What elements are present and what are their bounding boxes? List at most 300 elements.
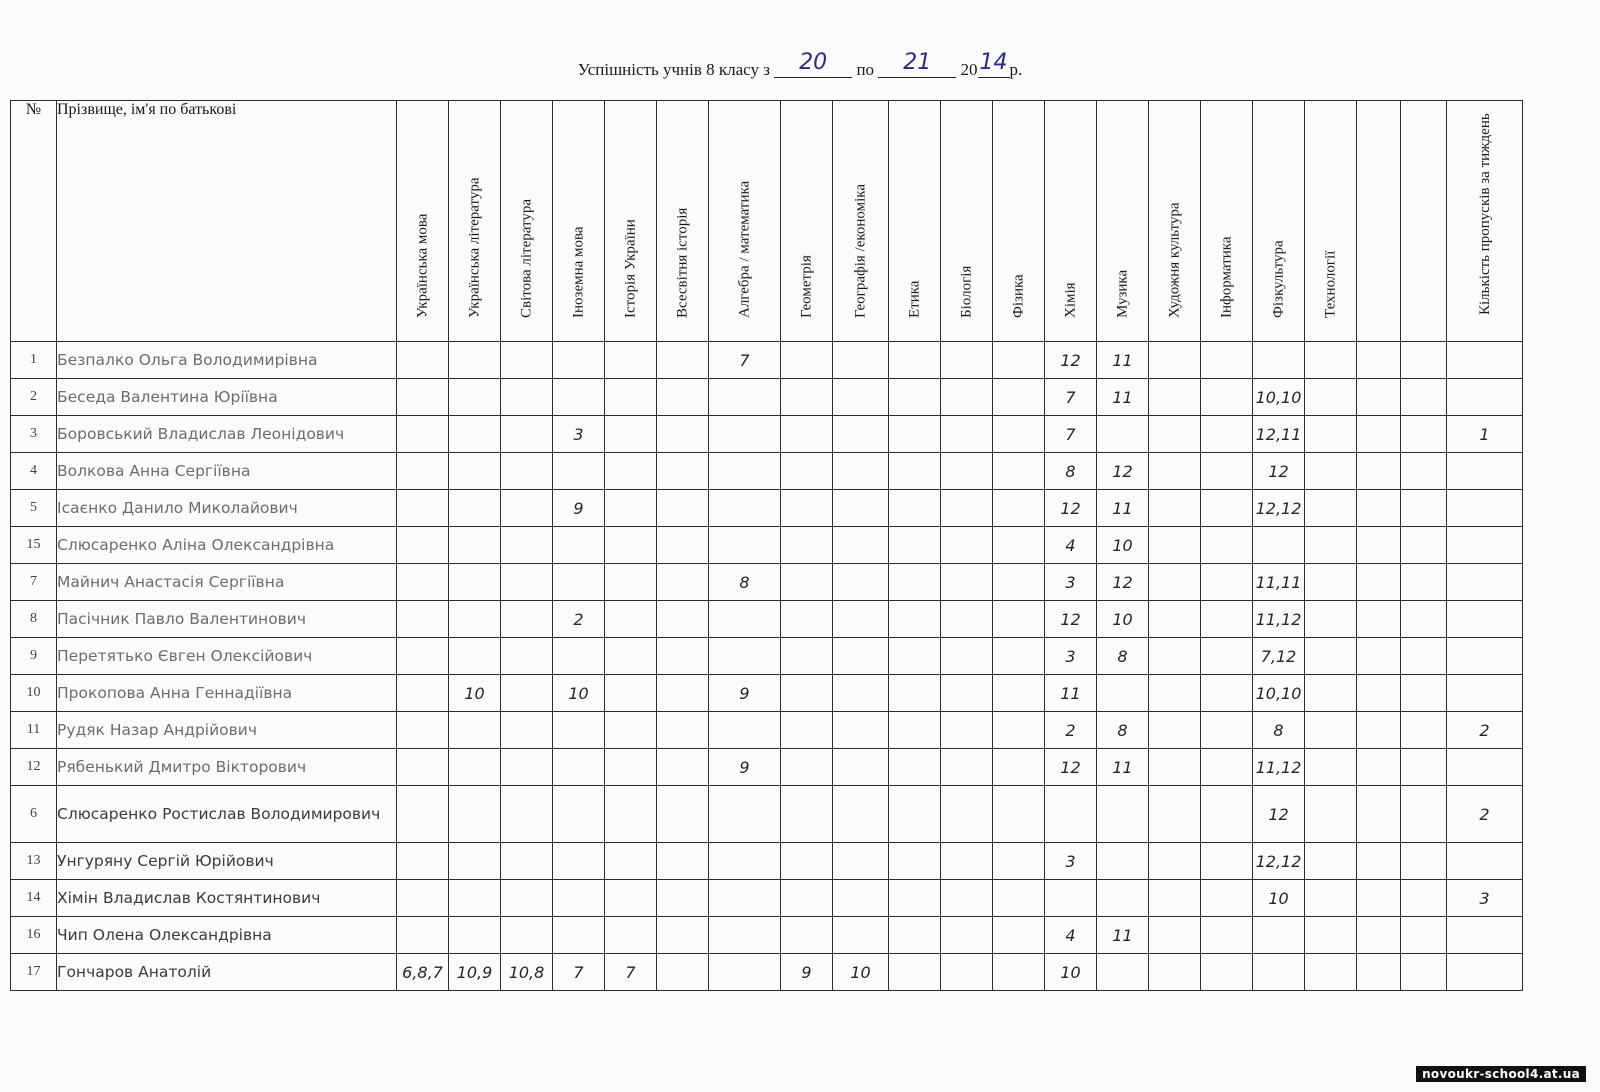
grade-cell — [1447, 379, 1523, 416]
grade-cell — [1401, 712, 1447, 749]
grade-cell — [605, 786, 657, 843]
header-subject-label: Хімія — [1062, 282, 1078, 318]
header-subject-0 — [397, 101, 449, 342]
grade-cell — [889, 843, 941, 880]
grade-cell — [781, 638, 833, 675]
grade-cell: 10 — [1097, 601, 1149, 638]
table-row — [11, 843, 1523, 880]
grade-cell: 10 — [1253, 880, 1305, 917]
grade-cell — [605, 638, 657, 675]
grade-cell — [1305, 601, 1357, 638]
grade-cell — [501, 527, 553, 564]
student-name: Хімін Владислав Костянтинович — [57, 880, 397, 917]
row-number: 13 — [11, 843, 57, 880]
header-subject-8 — [833, 101, 889, 342]
grade-cell — [889, 675, 941, 712]
grade-cell — [993, 954, 1045, 991]
grade-cell — [501, 712, 553, 749]
grade-cell — [605, 453, 657, 490]
table-row — [11, 527, 1523, 564]
grade-cell — [1305, 675, 1357, 712]
grade-cell: 12 — [1045, 490, 1097, 527]
table-row — [11, 638, 1523, 675]
grade-cell: 9 — [709, 749, 781, 786]
grade-cell — [1201, 601, 1253, 638]
grade-cell — [605, 416, 657, 453]
grade-cell — [553, 527, 605, 564]
row-number: 10 — [11, 675, 57, 712]
grade-cell: 12 — [1097, 453, 1149, 490]
row-number: 9 — [11, 638, 57, 675]
grade-cell — [449, 880, 501, 917]
grade-cell — [657, 564, 709, 601]
grade-cell — [657, 843, 709, 880]
grade-cell — [657, 453, 709, 490]
grade-cell — [889, 453, 941, 490]
grade-cell: 10 — [833, 954, 889, 991]
grade-cell — [889, 490, 941, 527]
grade-cell — [709, 416, 781, 453]
grade-cell: 11 — [1097, 749, 1149, 786]
grade-cell — [709, 843, 781, 880]
grade-cell — [657, 749, 709, 786]
grade-cell — [993, 490, 1045, 527]
grade-cell — [993, 843, 1045, 880]
header-subject-label: Інформатика — [1218, 236, 1234, 318]
grade-cell: 2 — [1447, 712, 1523, 749]
grade-cell — [1305, 490, 1357, 527]
header-subject-19 — [1401, 101, 1447, 342]
grade-cell — [1149, 564, 1201, 601]
grade-cell — [605, 601, 657, 638]
header-subject-17 — [1305, 101, 1357, 342]
grade-cell — [781, 453, 833, 490]
grade-cell — [397, 880, 449, 917]
grade-cell: 12,11 — [1253, 416, 1305, 453]
grade-cell: 10 — [553, 675, 605, 712]
grade-cell — [449, 342, 501, 379]
grade-cell — [833, 416, 889, 453]
table-row — [11, 601, 1523, 638]
grade-cell — [781, 749, 833, 786]
grade-cell — [709, 490, 781, 527]
grade-cell — [1201, 786, 1253, 843]
grade-cell — [553, 843, 605, 880]
grade-cell: 8 — [1253, 712, 1305, 749]
grade-cell: 9 — [709, 675, 781, 712]
grade-cell: 12 — [1045, 342, 1097, 379]
grade-cell — [397, 749, 449, 786]
grade-cell — [657, 712, 709, 749]
grade-cell — [397, 342, 449, 379]
grade-cell — [1097, 786, 1149, 843]
grade-cell: 3 — [1045, 564, 1097, 601]
title-suffix: р. — [1009, 60, 1023, 79]
grade-cell: 9 — [781, 954, 833, 991]
grade-cell — [501, 786, 553, 843]
grade-cell — [1305, 564, 1357, 601]
grade-cell — [941, 917, 993, 954]
table-row — [11, 786, 1523, 843]
grade-cell: 8 — [1097, 638, 1149, 675]
grade-cell — [1401, 564, 1447, 601]
table-row — [11, 342, 1523, 379]
grade-cell — [501, 675, 553, 712]
grade-cell — [553, 453, 605, 490]
table-row — [11, 675, 1523, 712]
grade-cell — [1201, 843, 1253, 880]
grade-cell — [501, 342, 553, 379]
grade-cell — [501, 749, 553, 786]
grade-cell — [709, 527, 781, 564]
grade-cell — [1201, 712, 1253, 749]
grade-cell — [833, 749, 889, 786]
grade-cell — [553, 786, 605, 843]
grade-cell: 8 — [709, 564, 781, 601]
grade-cell — [1149, 749, 1201, 786]
grade-cell: 3 — [553, 416, 605, 453]
grade-cell — [781, 786, 833, 843]
grade-cell — [781, 342, 833, 379]
grade-cell — [1401, 601, 1447, 638]
grade-cell — [833, 843, 889, 880]
grade-cell: 7 — [1045, 379, 1097, 416]
grade-cell — [993, 749, 1045, 786]
grade-cell — [1305, 749, 1357, 786]
grade-cell — [449, 786, 501, 843]
grade-cell — [1305, 638, 1357, 675]
grade-cell: 11,11 — [1253, 564, 1305, 601]
date-to-value: 21 — [903, 50, 932, 75]
grade-cell — [397, 786, 449, 843]
grade-cell — [889, 786, 941, 843]
grade-cell: 12,12 — [1253, 843, 1305, 880]
grade-cell: 7 — [709, 342, 781, 379]
grade-cell: 3 — [1045, 843, 1097, 880]
grade-cell — [941, 786, 993, 843]
grade-cell — [833, 786, 889, 843]
grade-cell — [781, 601, 833, 638]
grade-cell — [657, 416, 709, 453]
row-number: 11 — [11, 712, 57, 749]
grade-cell — [553, 379, 605, 416]
grade-cell — [1149, 490, 1201, 527]
grade-cell — [657, 917, 709, 954]
grade-cell — [941, 638, 993, 675]
student-name: Майнич Анастасія Сергіївна — [57, 564, 397, 601]
grade-cell — [449, 712, 501, 749]
row-number: 16 — [11, 917, 57, 954]
grade-cell: 7 — [1045, 416, 1097, 453]
grade-cell — [833, 527, 889, 564]
grade-cell — [501, 564, 553, 601]
table-row — [11, 917, 1523, 954]
row-number: 5 — [11, 490, 57, 527]
header-subject-label: Алгебра / математика — [736, 180, 752, 318]
grade-cell — [1149, 638, 1201, 675]
grade-cell: 11 — [1097, 490, 1149, 527]
grade-cell — [397, 638, 449, 675]
grade-cell — [833, 564, 889, 601]
year-value: 14 — [979, 50, 1008, 75]
grade-cell — [1357, 453, 1401, 490]
row-number: 3 — [11, 416, 57, 453]
grade-cell — [781, 490, 833, 527]
grade-cell — [993, 564, 1045, 601]
grade-cell: 12 — [1097, 564, 1149, 601]
student-name: Слюсаренко Аліна Олександрівна — [57, 527, 397, 564]
grade-cell: 4 — [1045, 917, 1097, 954]
grade-cell — [1149, 416, 1201, 453]
grade-cell — [449, 490, 501, 527]
grade-cell — [709, 712, 781, 749]
header-subject-label: Музика — [1114, 269, 1130, 318]
grade-cell: 11 — [1097, 342, 1149, 379]
grade-cell — [1305, 954, 1357, 991]
header-row — [11, 101, 1523, 342]
grade-cell — [1201, 564, 1253, 601]
grade-cell — [993, 786, 1045, 843]
grade-cell — [1357, 712, 1401, 749]
header-subject-4 — [605, 101, 657, 342]
table-row — [11, 416, 1523, 453]
grade-cell: 7 — [553, 954, 605, 991]
grade-cell — [1357, 880, 1401, 917]
table-row — [11, 954, 1523, 991]
grade-cell — [993, 342, 1045, 379]
grade-cell — [1401, 749, 1447, 786]
grade-cell — [553, 712, 605, 749]
grade-cell — [657, 490, 709, 527]
grade-cell — [941, 490, 993, 527]
grade-cell — [501, 638, 553, 675]
student-name: Волкова Анна Сергіївна — [57, 453, 397, 490]
grade-cell — [993, 880, 1045, 917]
grade-cell — [1357, 416, 1401, 453]
grade-cell — [553, 342, 605, 379]
grade-cell — [1097, 954, 1149, 991]
table-row — [11, 453, 1523, 490]
grade-cell — [1401, 527, 1447, 564]
table-row — [11, 749, 1523, 786]
grade-cell — [1447, 843, 1523, 880]
grade-cell — [1447, 917, 1523, 954]
header-number: № — [11, 101, 57, 342]
grade-cell — [1149, 954, 1201, 991]
grade-cell — [1357, 564, 1401, 601]
grade-cell — [889, 601, 941, 638]
header-subject-7 — [781, 101, 833, 342]
grade-cell — [1447, 954, 1523, 991]
grade-cell — [889, 342, 941, 379]
header-subject-13 — [1097, 101, 1149, 342]
grade-cell — [1253, 954, 1305, 991]
grade-cell — [1149, 880, 1201, 917]
grade-cell — [941, 675, 993, 712]
grade-cell — [1149, 453, 1201, 490]
grade-cell — [397, 564, 449, 601]
grade-cell — [993, 453, 1045, 490]
grade-cell — [1201, 638, 1253, 675]
grade-cell — [781, 843, 833, 880]
grade-cell — [657, 638, 709, 675]
grade-cell — [889, 379, 941, 416]
header-subject-9 — [889, 101, 941, 342]
grade-cell: 12 — [1253, 786, 1305, 843]
grade-cell: 3 — [1447, 880, 1523, 917]
grade-cell — [1253, 342, 1305, 379]
grade-cell — [605, 749, 657, 786]
grade-cell — [1201, 416, 1253, 453]
title-mid: по — [856, 60, 875, 79]
header-subject-label: Фізкультура — [1270, 240, 1286, 318]
grade-cell — [553, 564, 605, 601]
grade-cell — [501, 379, 553, 416]
header-name: Прізвище, ім'я по батькові — [57, 101, 397, 342]
grade-cell — [657, 379, 709, 416]
grade-cell — [709, 601, 781, 638]
grade-cell — [553, 638, 605, 675]
grade-cell — [1401, 917, 1447, 954]
grade-cell — [657, 342, 709, 379]
grade-cell — [941, 527, 993, 564]
grade-cell — [781, 675, 833, 712]
student-name: Слюсаренко Ростислав Володимирович — [57, 786, 397, 843]
grade-cell — [833, 880, 889, 917]
grade-cell: 6,8,7 — [397, 954, 449, 991]
row-number: 6 — [11, 786, 57, 843]
grade-cell — [993, 675, 1045, 712]
grade-cell — [889, 564, 941, 601]
grade-cell: 11,12 — [1253, 749, 1305, 786]
grade-cell — [1447, 564, 1523, 601]
header-subject-16 — [1253, 101, 1305, 342]
grades-table — [10, 100, 1523, 991]
grade-cell — [941, 379, 993, 416]
year-blank — [978, 50, 1010, 78]
grade-cell — [553, 880, 605, 917]
document-title — [0, 50, 1600, 80]
grade-cell — [397, 675, 449, 712]
grade-cell — [1097, 843, 1149, 880]
grade-cell — [833, 379, 889, 416]
grade-cell — [1149, 712, 1201, 749]
table-row — [11, 379, 1523, 416]
header-subject-label: Технології — [1322, 250, 1338, 318]
grade-cell — [993, 416, 1045, 453]
header-subject-15 — [1201, 101, 1253, 342]
table-row — [11, 564, 1523, 601]
grade-cell — [1447, 342, 1523, 379]
grade-cell — [1097, 675, 1149, 712]
grade-cell — [1305, 342, 1357, 379]
grade-cell — [709, 453, 781, 490]
grade-cell: 2 — [1045, 712, 1097, 749]
date-from-blank — [774, 50, 852, 78]
grade-cell — [889, 712, 941, 749]
grade-cell — [397, 527, 449, 564]
grade-cell — [1201, 527, 1253, 564]
grade-cell — [501, 601, 553, 638]
grade-cell — [501, 453, 553, 490]
grade-cell — [1201, 954, 1253, 991]
grade-cell — [449, 843, 501, 880]
grade-cell: 1 — [1447, 416, 1523, 453]
student-name: Гончаров Анатолій — [57, 954, 397, 991]
header-subject-label: Українська мова — [414, 213, 430, 318]
grade-cell — [833, 453, 889, 490]
student-name: Рудяк Назар Андрійович — [57, 712, 397, 749]
grade-cell — [709, 880, 781, 917]
grade-cell: 11 — [1097, 379, 1149, 416]
grade-cell — [1357, 917, 1401, 954]
row-number: 1 — [11, 342, 57, 379]
grade-cell — [1357, 527, 1401, 564]
row-number: 8 — [11, 601, 57, 638]
grade-cell — [1401, 675, 1447, 712]
grade-cell: 10 — [1097, 527, 1149, 564]
grade-cell — [553, 917, 605, 954]
grade-cell — [449, 379, 501, 416]
title-prefix: Успішність учнів 8 класу з — [577, 60, 770, 79]
header-subject-label: Фізика — [1010, 274, 1026, 318]
grade-cell — [781, 712, 833, 749]
grade-cell — [605, 880, 657, 917]
grade-cell — [1149, 379, 1201, 416]
grade-cell — [1305, 712, 1357, 749]
grade-cell — [1149, 843, 1201, 880]
grade-cell — [781, 379, 833, 416]
grade-cell — [605, 379, 657, 416]
header-subject-label: Українська література — [466, 177, 482, 318]
grade-cell — [1357, 601, 1401, 638]
grade-cell — [1401, 954, 1447, 991]
grade-cell — [1149, 527, 1201, 564]
grade-cell — [501, 416, 553, 453]
grade-cell — [993, 527, 1045, 564]
grade-cell — [1401, 786, 1447, 843]
grade-cell — [781, 564, 833, 601]
grade-cell — [833, 638, 889, 675]
grade-cell — [1149, 342, 1201, 379]
header-subject-label: Історія України — [622, 219, 638, 318]
grade-cell — [833, 490, 889, 527]
grade-cell — [781, 416, 833, 453]
row-number: 12 — [11, 749, 57, 786]
grade-cell: 2 — [553, 601, 605, 638]
grade-cell — [1201, 379, 1253, 416]
grade-cell — [833, 712, 889, 749]
grade-cell — [1401, 416, 1447, 453]
grade-cell — [397, 917, 449, 954]
header-subject-12 — [1045, 101, 1097, 342]
grade-cell — [501, 880, 553, 917]
grade-cell — [833, 917, 889, 954]
grade-cell — [1447, 749, 1523, 786]
grade-cell — [657, 954, 709, 991]
student-name: Ісаєнко Данило Миколайович — [57, 490, 397, 527]
grade-cell: 11 — [1097, 917, 1149, 954]
grade-cell: 10 — [1045, 954, 1097, 991]
grade-cell — [833, 675, 889, 712]
student-name: Прокопова Анна Геннадіївна — [57, 675, 397, 712]
grade-cell — [1097, 880, 1149, 917]
grade-cell — [941, 954, 993, 991]
header-subject-3 — [553, 101, 605, 342]
grade-cell — [501, 917, 553, 954]
grade-cell — [1149, 786, 1201, 843]
grade-cell: 12,12 — [1253, 490, 1305, 527]
